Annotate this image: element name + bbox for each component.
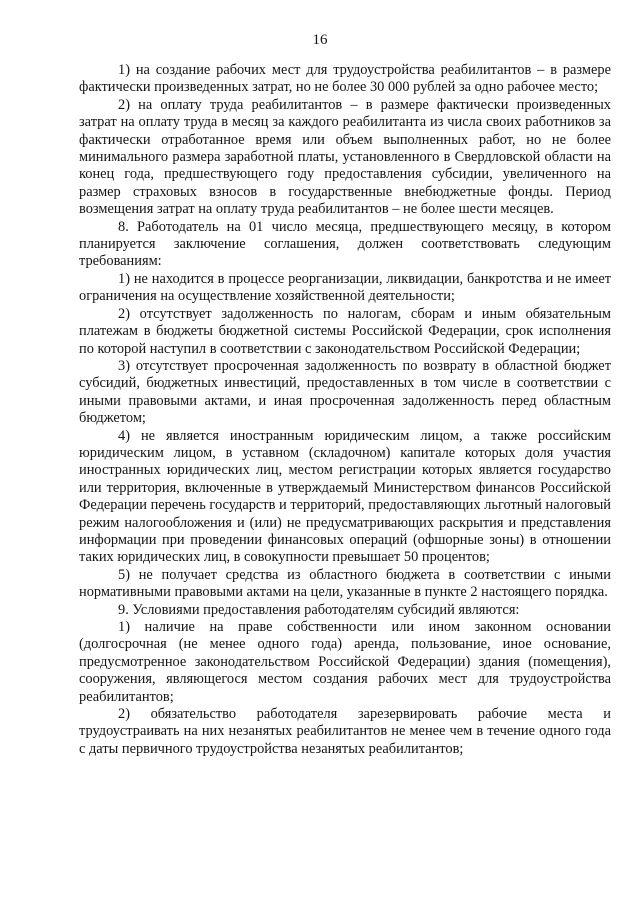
paragraph-requirement-2: 2) отсутствует задолженность по налогам, сборам и иным обязательным платежам в бюджеты бюджетной системы Российской Федерации, срок исполнения по которой наступил в соответствии с законодательством Российской Федерации;: [79, 305, 611, 357]
paragraph-condition-2: 2) обязательство работодателя зарезервировать рабочие места и трудоустраивать на них незанятых реабилитантов не менее чем в течение одного года с даты первичного трудоустройства незанятых реабилитантов;: [79, 706, 611, 757]
page-number: 16: [312, 32, 328, 48]
paragraph-subsidy-job-creation: 1) на создание рабочих мест для трудоустройства реабилитантов – в размере фактически произведенных затрат, но не более 30 000 рублей за одно рабочее место;: [79, 62, 611, 96]
paragraph-section-8: 8. Работодатель на 01 число месяца, предшествующего месяцу, в котором планируется заключение соглашения, должен соответствовать следующим требованиям:: [79, 218, 611, 270]
paragraph-section-9: 9. Условиями предоставления работодателям субсидий являются:: [118, 601, 520, 618]
document-body: [79, 62, 611, 758]
paragraph-requirement-4: 4) не является иностранным юридическим лицом, а также российским юридическим лицом, в уставном (складочном) капитале которых доля участия иностранных юридических лиц, местом регистрации которых является государство или территория, включенные в утверждаемый Министерством финансов Российской Федерации перечень государств и территорий, предоставляющих льготный налоговый режим налогообложения и (или) не предусматривающих раскрытия и представления информации при проведении финансовых операций (офшорные зоны) в отношении таких юридических лиц, в совокупности превышает 50 процентов;: [79, 427, 611, 566]
paragraph-condition-1: 1) наличие на праве собственности или ином законном основании (долгосрочная (не менее одного года) аренда, пользование, иное основание, предусмотренное законодательством Российской Федерации) здания (помещения), сооружения, являющегося местом создания рабочих мест для трудоустройства реабилитантов;: [79, 619, 611, 705]
paragraph-subsidy-wages: 2) на оплату труда реабилитантов – в размере фактически произведенных затрат на оплату труда в месяц за каждого реабилитанта из числа своих работников за фактически отработанное время или объем выполненных работ, но не более минимального размера заработной платы, установленного в Свердловской области на конец года, предшествующего году предоставления субсидии, увеличенного на размер страховых взносов в государственные внебюджетные фонды. Период возмещения затрат на оплату труда реабилитантов – не более шести месяцев.: [79, 96, 611, 218]
paragraph-requirement-3: 3) отсутствует просроченная задолженность по возврату в областной бюджет субсидий, бюджетных инвестиций, предоставленных в том числе в соответствии с иными правовыми актами, и иная просроченная задолженность перед областным бюджетом;: [79, 357, 611, 427]
paragraph-requirement-5: 5) не получает средства из областного бюджета в соответствии с иными нормативными правовыми актами на цели, указанные в пункте 2 настоящего порядка.: [79, 566, 611, 601]
paragraph-requirement-1: 1) не находится в процессе реорганизации, ликвидации, банкротства и не имеет ограничения на осуществление хозяйственной деятельности;: [79, 270, 611, 305]
